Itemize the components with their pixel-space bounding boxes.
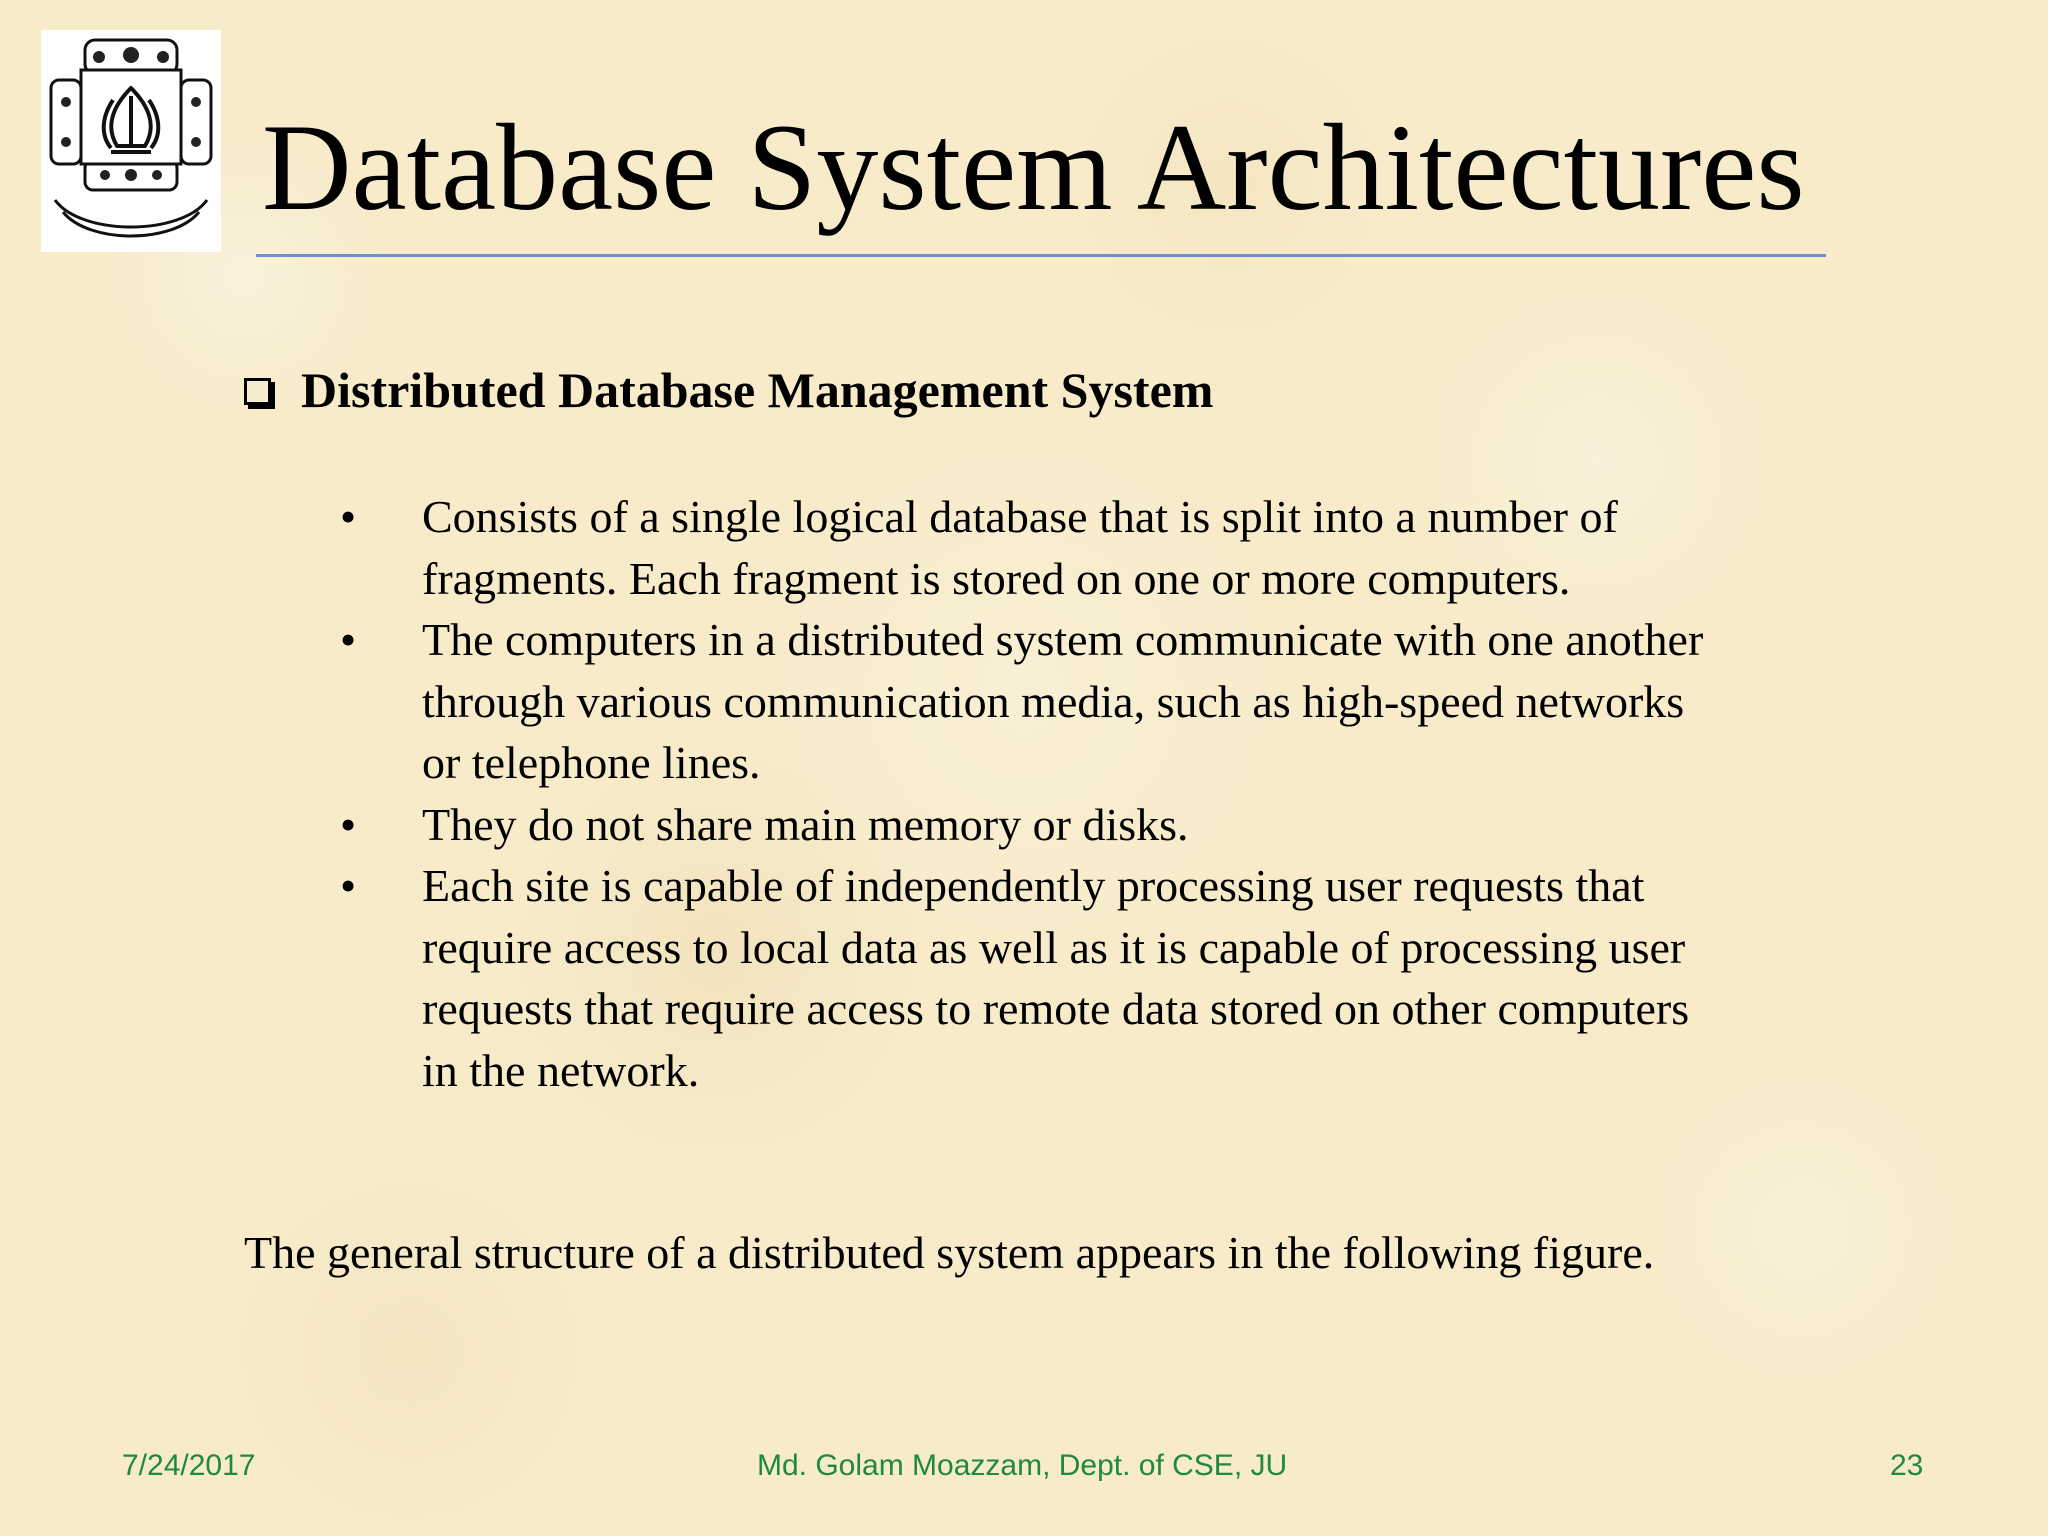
bullet-dot-icon: • xyxy=(340,614,357,665)
list-item xyxy=(340,794,1720,856)
bullet-dot-icon: • xyxy=(340,860,357,911)
closing-paragraph: The general structure of a distributed system appears in the following figure. xyxy=(244,1227,1655,1278)
list-item xyxy=(340,609,1720,794)
bullet-text: Each site is capable of independently processing user requests that require access to local data as well as it is capable of processing user requests that require access to remote data stored on other computers in the network. xyxy=(422,860,1690,1096)
list-item xyxy=(340,486,1720,609)
university-seal-icon xyxy=(41,30,221,252)
bullet-dot-icon: • xyxy=(340,491,357,542)
section-heading: Distributed Database Management System xyxy=(301,362,1214,418)
bullet-dot-icon: • xyxy=(340,798,357,850)
bullet-list xyxy=(340,486,1720,1101)
slide-title: Database System Architectures xyxy=(262,99,1805,236)
footer-author: Md. Golam Moazzam, Dept. of CSE, JU xyxy=(757,1449,1288,1482)
bullet-text: The computers in a distributed system communicate with one another through various communication media, such as high-speed networks or telephone lines. xyxy=(422,614,1704,788)
bullet-text: Consists of a single logical database that is split into a number of fragments. Each fragment is stored on one or more computers. xyxy=(422,491,1618,604)
university-logo xyxy=(41,30,221,252)
checkbox-bullet-icon xyxy=(244,378,271,405)
footer-date: 7/24/2017 xyxy=(122,1449,256,1482)
list-item xyxy=(340,855,1720,1101)
title-underline xyxy=(256,254,1826,257)
section-header xyxy=(244,360,1213,420)
footer-page-number: 23 xyxy=(1890,1449,1924,1482)
bullet-text: They do not share main memory or disks. xyxy=(422,798,1189,850)
